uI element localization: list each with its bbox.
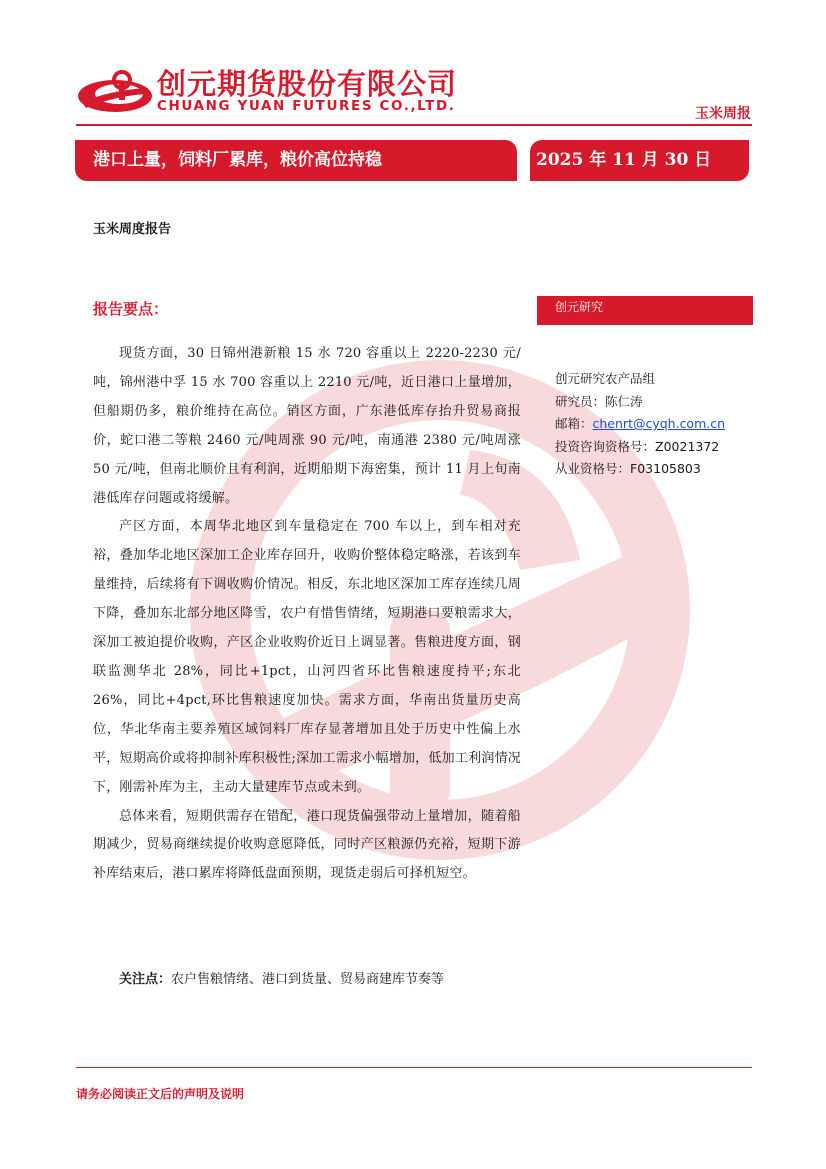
- focus-label: 关注点：: [119, 972, 172, 987]
- report-type-label: 玉米周报: [695, 106, 751, 122]
- paragraph-summary: 总体来看，短期供需存在错配，港口现货偏强带动上量增加，随着船期减少，贸易商继续提价收购意愿降低，同时产区粮源仍充裕，短期下游补库结束后，港口累库将降低盘面预期，现货走弱后可择机短空。: [93, 808, 521, 882]
- sidebar-heading: 创元研究: [537, 296, 753, 325]
- researcher-name: 陈仁涛: [605, 393, 643, 409]
- company-logo-icon: [76, 70, 154, 114]
- report-date: 2025 年 11 月 30 日: [530, 140, 749, 181]
- paragraph-production-area: 产区方面，本周华北地区到车量稳定在 700 车以上，到车相对充裕，叠加华北地区深加工企业库存回升，收购价整体稳定略涨，若该到车量维持，后续将有下调收购价情况。相反，东北地区深加工库存连续几周下降，叠加东北部分地区降雪，农户有惜售情绪，短期港口要粮需求大，深加工被迫提价收购，产区企业收购价近日上调显著。售粮进度方面，钢联监测华北 28%，同比+1pct，山河四省环比售粮速度持平;东北 26%，同比+4pct,环比售粮速度加快。需求方面，华南出货量历史高位，华北华南主要养殖区域饲料厂库存显著增加且处于历史中性偏上水平，短期高价或将抑制补库积极性;深加工需求小幅增加，低加工利润情况下，刚需补库为主，主动大量建库节点或未到。: [93, 519, 521, 795]
- report-title: 港口上量，饲料厂累库，粮价高位持稳: [75, 140, 517, 181]
- key-points-body: [93, 340, 521, 889]
- footer-disclaimer: 请务必阅读正文后的声明及说明: [76, 1087, 245, 1101]
- practice-license-row: [555, 458, 725, 481]
- researcher-label: 研究员：: [555, 393, 606, 409]
- practice-license-number: F03105803: [630, 461, 701, 477]
- email-label: 邮箱：: [555, 416, 593, 432]
- invest-license-row: [555, 436, 725, 459]
- invest-license-label: 投资咨询资格号：: [555, 438, 656, 454]
- analyst-info: [555, 368, 725, 481]
- paragraph-spot-market: 现货方面，30 日锦州港新粮 15 水 720 容重以上 2220-2230 元/吨，锦州港中孚 15 水 700 容重以上 2210 元/吨，近日港口上量增加，但船期仍多，粮价维持在高位。销区方面，广东港低库存抬升贸易商报价，蛇口港二等粮 2460 元/吨周涨 90 元/吨，南通港 2380 元/吨周涨 50 元/吨，但南北顺价且有利润，近期船期下海密集，预计 11 月上旬南港低库存问题或将缓解。: [93, 346, 521, 506]
- company-name-en: CHUANG YUAN FUTURES CO.,LTD.: [157, 98, 456, 114]
- footer-divider: [76, 1067, 752, 1068]
- key-points-heading: 报告要点：: [93, 300, 169, 318]
- researcher-row: [555, 391, 725, 414]
- email-link[interactable]: chenrt@cyqh.com.cn: [592, 416, 726, 432]
- company-name-cn: 创元期货股份有限公司: [157, 67, 458, 101]
- header-divider: [76, 124, 752, 126]
- email-row: [555, 413, 725, 436]
- report-subtitle: 玉米周度报告: [93, 222, 172, 237]
- invest-license-number: Z0021372: [655, 438, 720, 454]
- research-group: 创元研究农产品组: [555, 371, 656, 386]
- focus-text: 农户售粮情绪、港口到货量、贸易商建库节奏等: [171, 972, 445, 987]
- focus-points: [119, 968, 444, 987]
- practice-license-label: 从业资格号：: [555, 461, 631, 477]
